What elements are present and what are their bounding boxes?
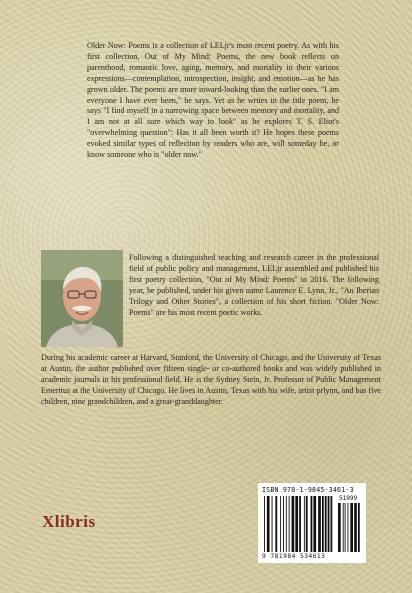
author-bio-career: During his academic career at Harvard, Stanford, the University of Chicago, and the University of Texas at Austin, the author published over fifteen single- or co-authored books and was widely published in academic journals in his professional field. He is the Sydney Stein, Jr. Professor of Public Management Emeritus at the University of Chicago. He lives in Austin, Texas with his wife, artist prlynn, and has five children, nine grandchildren, and a great-granddaughter. bbox=[41, 353, 381, 406]
barcode-bar bbox=[267, 496, 270, 552]
barcode-bar bbox=[299, 496, 301, 552]
barcode-bar bbox=[275, 496, 277, 552]
barcode-bar bbox=[313, 496, 316, 552]
barcode-bar bbox=[331, 496, 333, 552]
isbn-text: ISBN 978-1-9845-3461-3 bbox=[262, 486, 354, 494]
publisher-logo: Xlibris bbox=[42, 512, 96, 531]
barcode-addon-bars bbox=[338, 503, 362, 552]
barcode-bar bbox=[345, 503, 346, 552]
barcode-bar bbox=[304, 496, 305, 552]
barcode-bar bbox=[306, 496, 308, 552]
barcode-bar bbox=[354, 503, 357, 552]
barcode-bar bbox=[292, 496, 295, 552]
author-photo bbox=[41, 250, 123, 347]
barcode-bar bbox=[283, 496, 284, 552]
barcode-bar bbox=[264, 496, 265, 552]
barcode-addon-number: 51999 bbox=[339, 495, 358, 502]
barcode-bar bbox=[318, 496, 321, 552]
author-bio-intro: Following a distinguished teaching and research career in the professional field of public policy and management, LELjr assembled and published his first poetry collection, "Out of My Mind: Poems" in 2016. The following year, he published, under his given name Laurence E. Lynn, Jr., "An Iberian Trilogy and Other Stories", a collection of his short fiction. "Older Now: Poems" are his most recent poetic works. bbox=[129, 253, 379, 317]
barcode-bar bbox=[322, 496, 324, 552]
barcode-number: 9 781984 534613 bbox=[262, 553, 326, 560]
barcode-bar bbox=[280, 496, 281, 552]
barcode-bar bbox=[348, 503, 349, 552]
barcode-bar bbox=[328, 496, 330, 552]
barcode-bar bbox=[343, 503, 344, 552]
barcode-bar bbox=[286, 496, 287, 552]
barcode-bars bbox=[264, 496, 336, 552]
barcode bbox=[258, 483, 366, 563]
barcode-bar bbox=[311, 496, 313, 552]
barcode-bar bbox=[295, 496, 298, 552]
barcode-bar bbox=[272, 496, 273, 552]
barcode-bar bbox=[358, 503, 360, 552]
barcode-bar bbox=[289, 496, 290, 552]
barcode-bar bbox=[350, 503, 353, 552]
barcode-bar bbox=[325, 496, 327, 552]
barcode-bar bbox=[338, 503, 341, 552]
book-description: Older Now: Poems is a collection of LELjr's most recent poetry. As with his first collection, Out of My Mind: Poems, the new book reflects on parenthood, romantic love, aging, memory, and mortality in their various expressions—contemplation, introspection, insight, and emotion—as he has grown older. The poems are more inward-looking than the earlier ones. "I am everyone I have ever been," he says. Yet as he writes in the title poem, he says "I find myself in a narrowing space between memory and mortality, and I am not at all sure which way to look" as he explores T. S. Eliot's "overwhelming question": Has it all been worth it? He hopes these poems evoked similar types of reflection by readers who are, will someday be, or know someone who is "older now." bbox=[87, 41, 339, 160]
